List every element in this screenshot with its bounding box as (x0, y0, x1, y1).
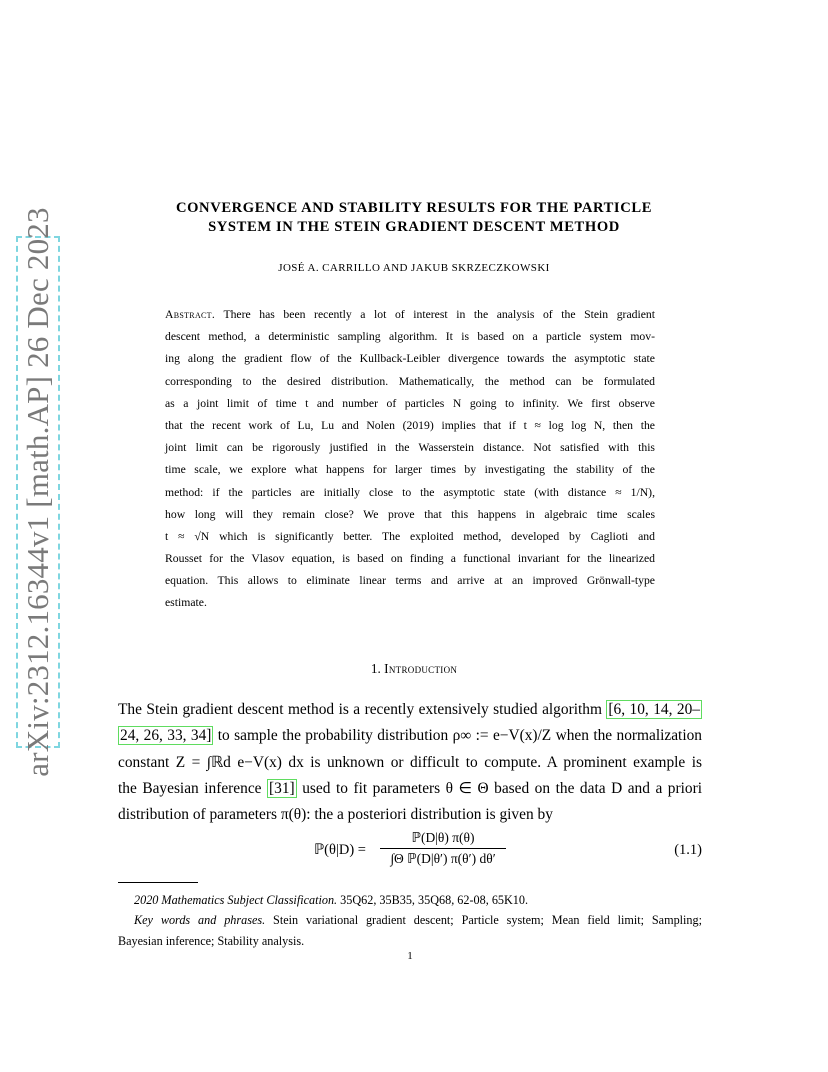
equation-1-1 (118, 830, 702, 872)
section-title: Introduction (384, 661, 458, 676)
abstract-line: Rousset for the Vlasov equation, is based on finding a functional invariant for the linearized (165, 552, 655, 566)
equation-numerator: ℙ(D|θ) π(θ) (411, 830, 475, 845)
footnote-msc (134, 890, 718, 911)
equation-lhs: ℙ(θ|D) = (314, 842, 366, 858)
intro-line: distribution of parameters π(θ): the a posteriori distribution is given by (118, 806, 553, 824)
abstract-line: ing along the gradient flow of the Kullback-Leibler divergence towards the asymptotic state (165, 352, 655, 366)
equation-denominator: ∫Θ ℙ(D|θ′) π(θ′) dθ′ (390, 851, 496, 866)
abstract-line: that the recent work of Lu, Lu and Nolen (2019) implies that if t ≈ log log N, then the (165, 418, 655, 432)
title-line-1: CONVERGENCE AND STABILITY RESULTS FOR THE PARTICLE (175, 200, 653, 216)
intro-line: constant Z = ∫ℝd e−V(x) dx is unknown or difficult to compute. A prominent example is (118, 753, 702, 771)
abstract (165, 304, 655, 615)
footnote-keywords (118, 910, 702, 952)
footnote-rule (118, 882, 198, 883)
equation-fraction (380, 830, 506, 867)
abstract-line: time scale, we explore what happens for larger times by investigating the stability of the (165, 463, 655, 477)
msc-value: 35Q62, 35B35, 35Q68, 62-08, 65K10. (340, 893, 529, 907)
paper-title (118, 199, 710, 237)
msc-label: 2020 Mathematics Subject Classification. (134, 893, 338, 907)
abstract-line: descent method, a deterministic sampling algorithm. It is based on a particle system mov- (165, 330, 655, 344)
keywords-line: Bayesian inference; Stability analysis. (118, 934, 305, 948)
abstract-line: estimate. (165, 596, 207, 610)
page-number: 1 (407, 950, 413, 962)
abstract-line: how long will they remain close? We prove that this happens in algebraic time scales (165, 507, 655, 521)
arxiv-stamp[interactable] (16, 207, 60, 777)
equation-number: (1.1) (674, 842, 702, 858)
section-number: 1. (370, 661, 381, 676)
keywords-line: Key words and phrases. Stein variational gradient descent; Particle system; Mean field limit; Sampling; (134, 913, 703, 927)
abstract-line: Abstract. There has been recently a lot of interest in the analysis of the Stein gradient (165, 308, 656, 321)
intro-line: The Stein gradient descent method is a recently extensively studied algorithm [6, 10, 14, 20– (118, 701, 700, 718)
section-heading (118, 661, 710, 677)
abstract-line: corresponding to the desired distribution. Mathematically, the method can be formulated (165, 374, 655, 388)
title-line-2: SYSTEM IN THE STEIN GRADIENT DESCENT METHOD (208, 219, 620, 235)
abstract-line: equation. This allows to eliminate linear terms and arrive at an improved Grönwall-type (165, 574, 655, 588)
intro-line: the Bayesian inference [31] used to fit parameters θ ∈ Θ based on the data D and a priori (118, 779, 702, 797)
citation-link[interactable]: [31] (269, 779, 295, 797)
abstract-line: as a joint limit of time t and number of particles N going to infinity. We first observe (165, 396, 655, 410)
intro-paragraph (118, 697, 702, 828)
abstract-label: Abstract. (165, 308, 216, 321)
citation-link[interactable]: 24, 26, 33, 34] (120, 727, 212, 745)
citation-link[interactable]: [6, 10, 14, 20– (608, 701, 700, 718)
intro-line: 24, 26, 33, 34] to sample the probability distribution ρ∞ := e−V(x)/Z when the normalization (120, 727, 702, 745)
abstract-line: joint limit can be rigorously justified in the Wasserstein distance. Not satisfied with this (165, 441, 655, 455)
authors: JOSÉ A. CARRILLO AND JAKUB SKRZECZKOWSKI (278, 262, 550, 274)
arxiv-identifier[interactable]: arXiv:2312.16344v1 [math.AP] 26 Dec 2023 (20, 207, 55, 777)
abstract-line: t ≈ √N which is significantly better. The exploited method, developed by Caglioti and (165, 529, 655, 543)
abstract-line: method: if the particles are initially close to the asymptotic state (with distance ≈ 1/N), (165, 485, 655, 499)
